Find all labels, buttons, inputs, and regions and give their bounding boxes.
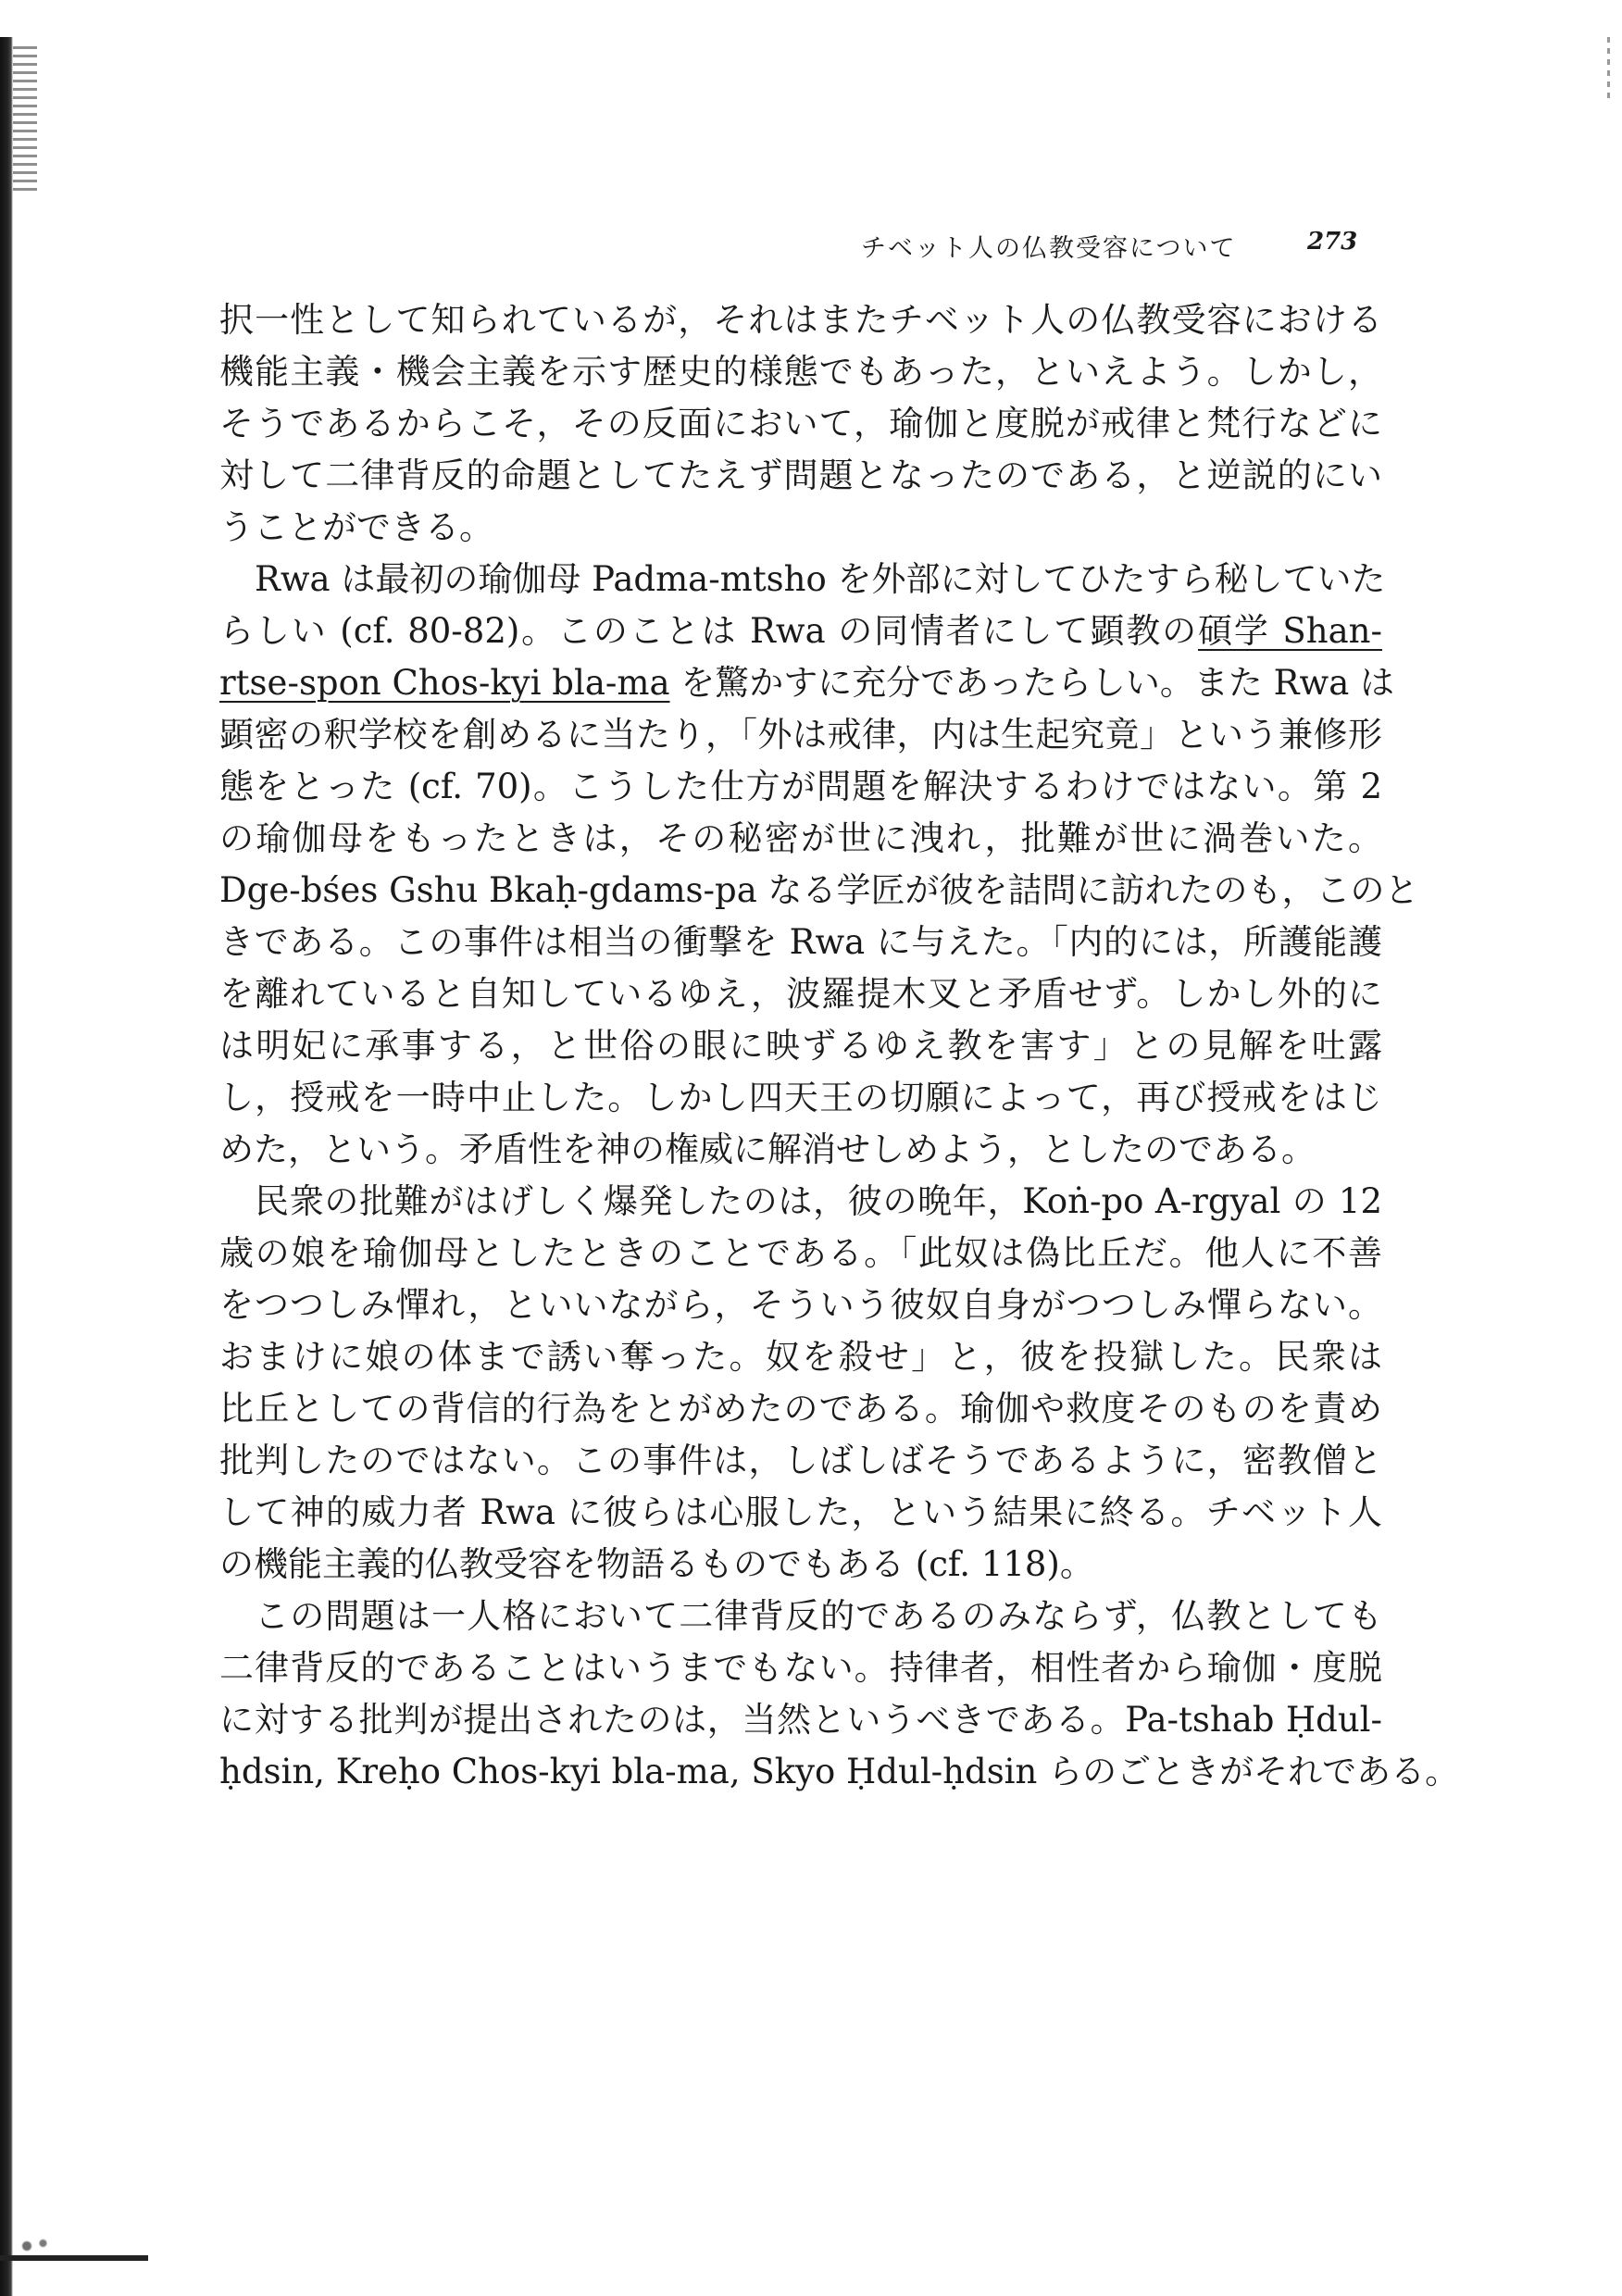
text-line: おまけに娘の体まで誘い奪った。奴を殺せ」と，彼を投獄した。民衆は (219, 1337, 1382, 1377)
scan-edge-mark (13, 46, 37, 194)
text-line: は明妃に承事する，と世俗の眼に映ずるゆえ教を害す」との見解を吐露 (219, 1026, 1382, 1066)
text-line: し，授戒を一時中止した。しかし四天王の切願によって，再び授戒をはじ (219, 1078, 1382, 1117)
text-line: めた，という。矛盾性を神の権威に解消せしめよう，としたのである。 (219, 1129, 1316, 1169)
text-line: 民衆の批難がはげしく爆発したのは，彼の晩年，Koṅ-po A-rgyal の 12 (255, 1181, 1382, 1221)
text-line: 歳の娘を瑜伽母としたときのことである。「此奴は偽比丘だ。他人に不善 (219, 1233, 1382, 1273)
text-fragment: を驚かすに充分であったらしい。また Rwa は (669, 663, 1395, 703)
text-line: に対する批判が提出されたのは，当然というべきである。Pa-tshab Ḥdul- (219, 1700, 1382, 1740)
scan-corner-mark (13, 2227, 59, 2254)
text-line: の機能主義的仏教受容を物語るものでもある (cf. 118)。 (219, 1544, 1094, 1584)
text-line: ḥdsin, Kreḥo Chos-kyi bla-ma, Skyo Ḥdul-ḥdsin らのごときがそれである。 (219, 1752, 1460, 1791)
text-line: Dge-bśes Gshu Bkaḥ-gdams-pa なる学匠が彼を詰問に訪れたのも，このと (219, 870, 1419, 910)
text-line: して神的威力者 Rwa に彼らは心服した，という結果に終る。チベット人 (219, 1492, 1382, 1532)
scan-edge-left (0, 37, 13, 2296)
text-line-with-underline (219, 605, 1382, 657)
text-line: Rwa は最初の瑜伽母 Padma-mtsho を外部に対してひたすら秘していた (255, 559, 1386, 599)
text-line: 択一性として知られているが，それはまたチベット人の仏教受容における (219, 300, 1382, 340)
running-head: チベット人の仏教受容について (861, 234, 1237, 263)
text-line: 機能主義・機会主義を示す歴史的様態でもあった，といえよう。しかし， (219, 352, 1382, 392)
scan-edge-bottom (0, 2255, 148, 2261)
text-line: 比丘としての背信的行為をとがめたのである。瑜伽や救度そのものを責め (219, 1389, 1382, 1429)
text-line: この問題は一人格において二律背反的であるのみならず，仏教としても (255, 1596, 1382, 1636)
text-line: を離れていると自知しているゆえ，波羅提木叉と矛盾せず。しかし外的に (219, 974, 1382, 1014)
text-line: 態をとった (cf. 70)。こうした仕方が問題を解決するわけではない。第 2 (219, 767, 1382, 806)
text-line: 批判したのではない。この事件は，しばしばそうであるように，密教僧と (219, 1441, 1382, 1480)
text-line: うことができる。 (219, 507, 493, 547)
text-fragment: らしい (cf. 80-82)。このことは Rwa の同情者にして顕教の (219, 611, 1199, 651)
text-line: の瑜伽母をもったときは，その秘密が世に洩れ，批難が世に渦巻いた。 (219, 818, 1382, 858)
underlined-term: rtse-spon Chos-kyi bla-ma (219, 663, 670, 703)
text-line-with-underline (219, 657, 1395, 709)
text-line: 対して二律背反的命題としてたえず問題となったのである，と逆説的にい (219, 455, 1382, 495)
body-text (219, 294, 1460, 1798)
text-line: きである。この事件は相当の衝撃を Rwa に与えた。「内的には，所護能護 (219, 922, 1382, 962)
text-line: そうであるからこそ，その反面において，瑜伽と度脱が戒律と梵行などに (219, 404, 1382, 443)
underlined-term: 碩学 Shan- (1198, 611, 1382, 651)
text-line: をつつしみ憚れ，といいながら，そういう彼奴自身がつつしみ憚らない。 (219, 1285, 1382, 1325)
text-line: 顕密の釈学校を創めるに当たり，「外は戒律，内は生起究竟」という兼修形 (219, 715, 1382, 755)
text-line: 二律背反的であることはいうまでもない。持律者，相性者から瑜伽・度脱 (219, 1648, 1382, 1688)
page-number: 273 (1307, 228, 1358, 256)
scan-edge-right (1607, 37, 1610, 102)
